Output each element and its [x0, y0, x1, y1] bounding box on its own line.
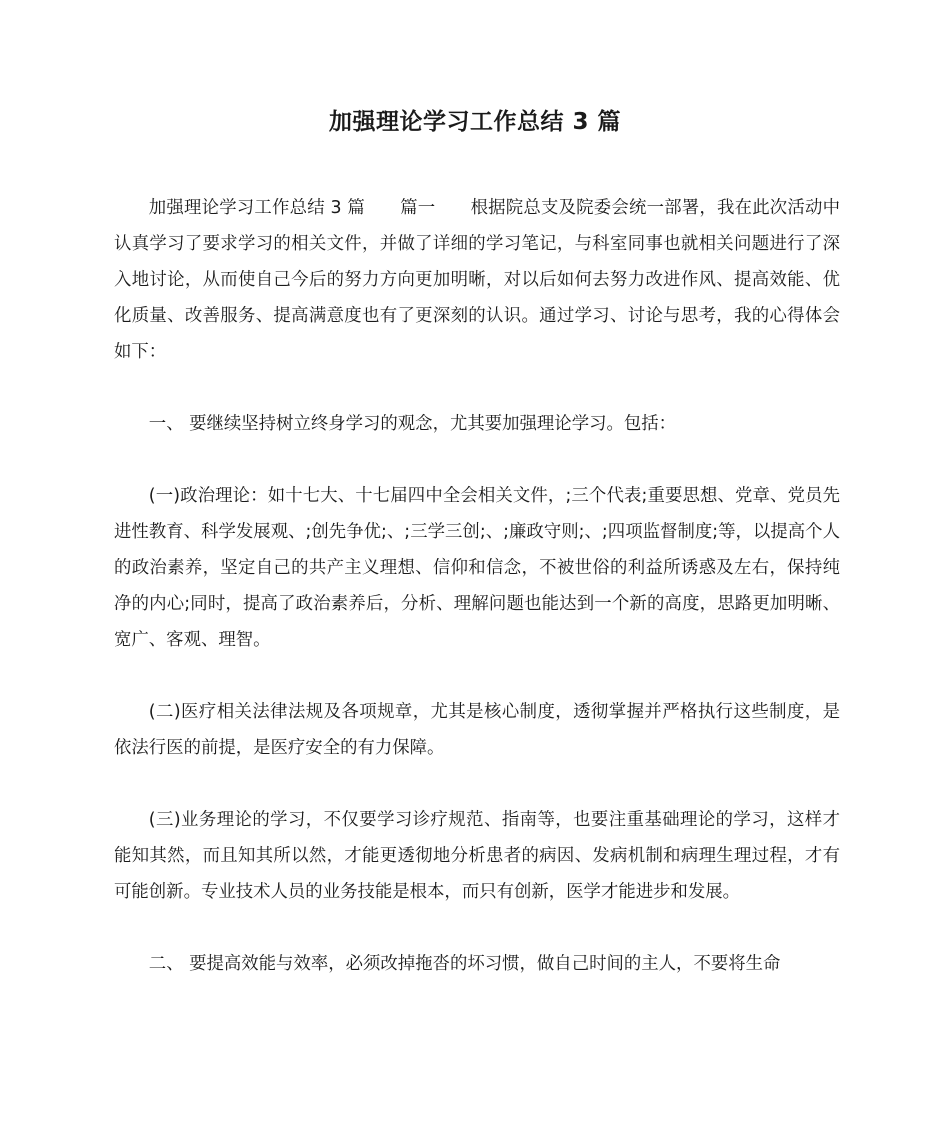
paragraph-section-two: 二、 要提高效能与效率，必须改掉拖沓的坏习惯，做自己时间的主人，不要将生命: [148, 954, 781, 974]
document-body: [114, 190, 840, 982]
paragraph-medical-regulations: (二)医疗相关法律法规及各项规章，尤其是核心制度，透彻掌握并严格执行这些制度，是依法行医的前提，是医疗安全的有力保障。: [114, 702, 840, 758]
document-title: 加强理论学习工作总结 3 篇: [328, 109, 622, 135]
paragraph-business-theory: (三)业务理论的学习，不仅要学习诊疗规范、指南等，也要注重基础理论的学习，这样才能知其然，而且知其所以然，才能更透彻地分析患者的病因、发病机制和病理生理过程，才有可能创新。专业技术人员的业务技能是根本，而只有创新，医学才能进步和发展。: [114, 810, 840, 902]
paragraph-intro: 加强理论学习工作总结 3 篇 篇一 根据院总支及院委会统一部署，我在此次活动中认真学习了要求学习的相关文件，并做了详细的学习笔记，与科室同事也就相关问题进行了深入地讨论，从而使自己今后的努力方向更加明晰，对以后如何去努力改进作风、提高效能、优化质量、改善服务、提高满意度也有了更深刻的认识。通过学习、讨论与思考，我的心得体会如下：: [114, 198, 840, 362]
paragraph-political-theory: (一)政治理论：如十七大、十七届四中全会相关文件，;三个代表;重要思想、党章、党员先进性教育、科学发展观、;创先争优;、;三学三创;、;廉政守则;、;四项监督制度;等，以提高个人的政治素养，坚定自己的共产主义理想、信仰和信念，不被世俗的利益所诱惑及左右，保持纯净的内心;同时，提高了政治素养后，分析、理解问题也能达到一个新的高度，思路更加明晰、宽广、客观、理智。: [114, 486, 840, 650]
paragraph-section-one: 一、 要继续坚持树立终身学习的观念，尤其要加强理论学习。包括：: [148, 414, 677, 434]
